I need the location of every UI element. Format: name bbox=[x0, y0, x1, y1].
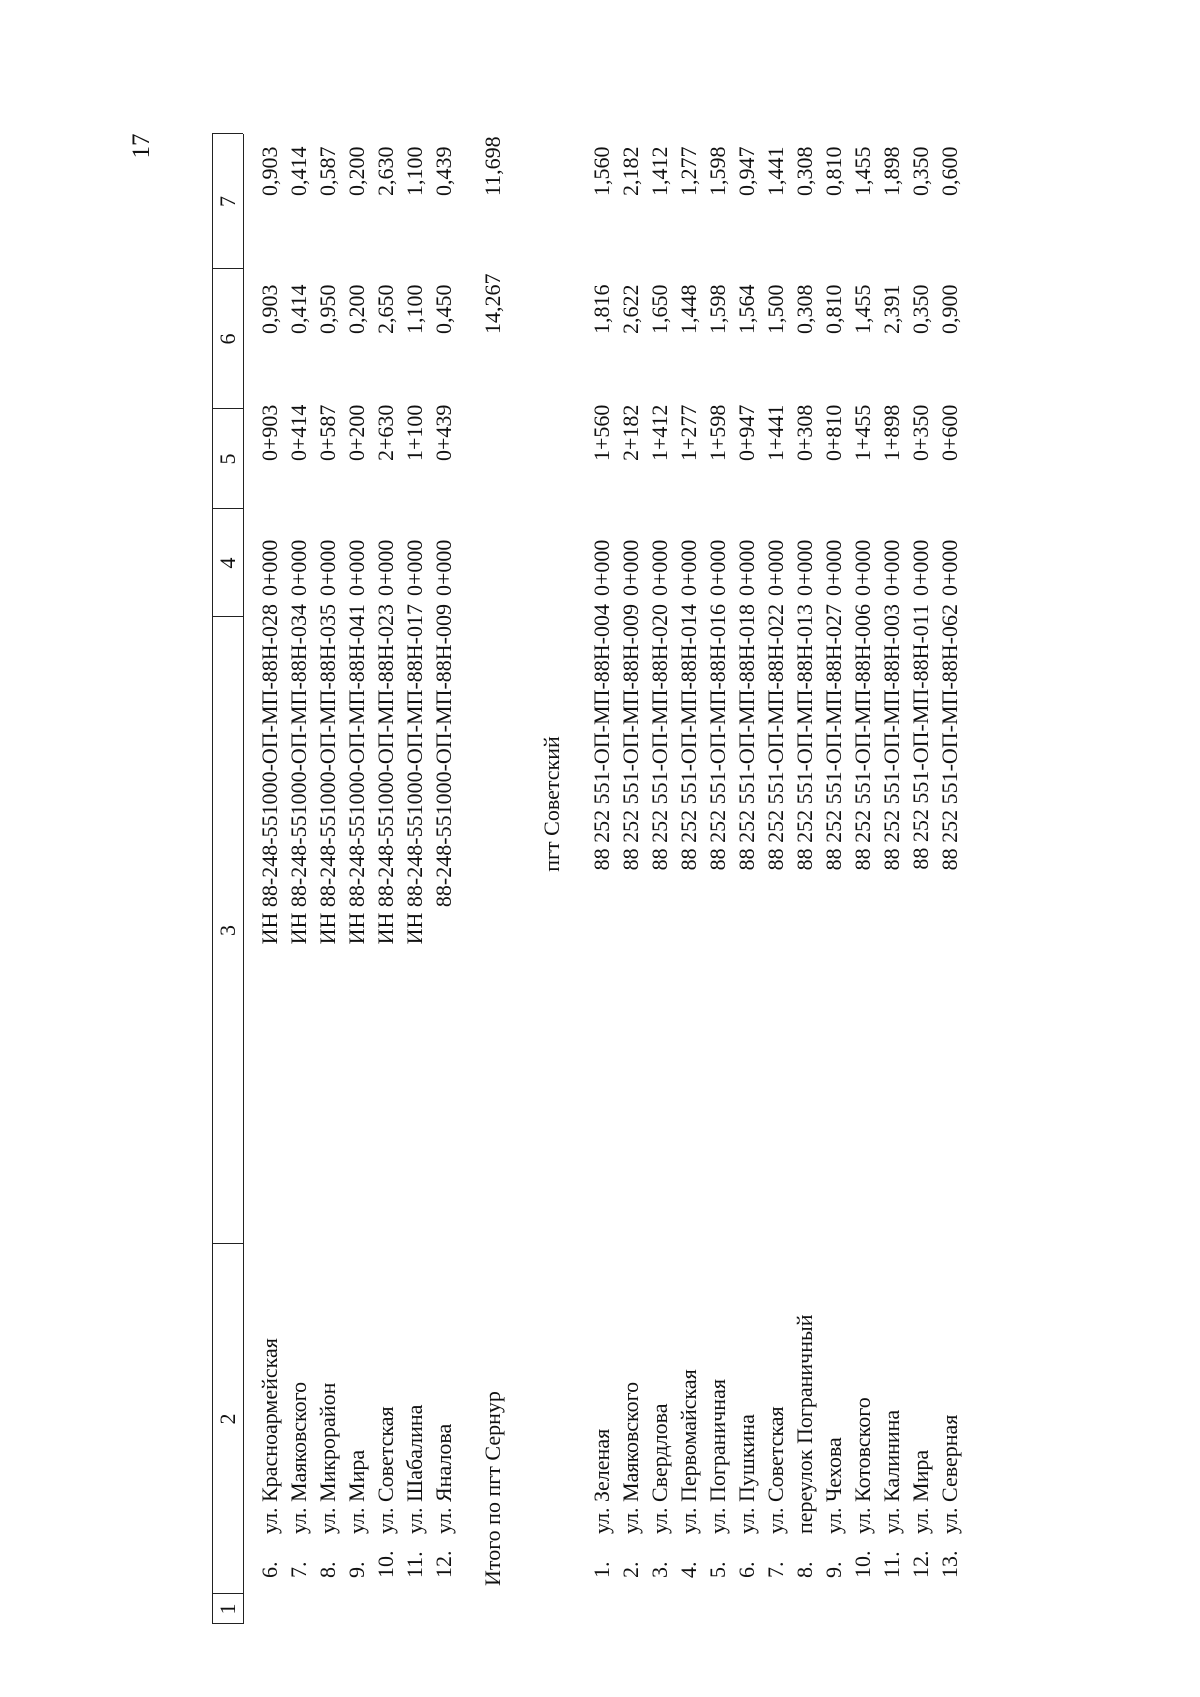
road-name: ул. Маяковского bbox=[618, 1381, 643, 1534]
road-name: ул. Котовского bbox=[850, 1397, 875, 1534]
row-number: 9. bbox=[344, 1561, 369, 1578]
end-km: 1+598 bbox=[705, 404, 730, 461]
start-km: 0+000 bbox=[937, 539, 962, 596]
end-km: 1+560 bbox=[589, 404, 614, 461]
road-id: ИН 88-248-551000-ОП-МП-88Н-034 bbox=[286, 604, 311, 945]
start-km: 0+000 bbox=[763, 539, 788, 596]
length-surface: 1,560 bbox=[589, 146, 614, 196]
end-km: 0+903 bbox=[257, 404, 282, 461]
row-number: 12. bbox=[908, 1550, 933, 1578]
end-km: 1+898 bbox=[879, 404, 904, 461]
length-total: 1,500 bbox=[763, 284, 788, 334]
roads-table bbox=[212, 134, 1112, 1624]
start-km: 0+000 bbox=[344, 539, 369, 596]
row-number: 11. bbox=[402, 1551, 427, 1578]
end-km: 0+200 bbox=[344, 404, 369, 461]
road-id: ИН 88-248-551000-ОП-МП-88Н-035 bbox=[315, 604, 340, 945]
row-number: 10. bbox=[850, 1550, 875, 1578]
length-surface: 2,630 bbox=[373, 146, 398, 196]
row-number: 4. bbox=[676, 1561, 701, 1578]
table-row bbox=[284, 134, 313, 1624]
length-surface: 0,587 bbox=[315, 146, 340, 196]
row-number: 10. bbox=[373, 1550, 398, 1578]
length-surface: 1,455 bbox=[850, 146, 875, 196]
end-km: 1+277 bbox=[676, 404, 701, 461]
row-number: 6. bbox=[734, 1561, 759, 1578]
end-km: 0+587 bbox=[315, 404, 340, 461]
length-total: 0,308 bbox=[792, 284, 817, 334]
total-length-surface: 11,698 bbox=[480, 136, 505, 196]
road-name: ул. Зеленая bbox=[589, 1428, 614, 1534]
length-total: 1,564 bbox=[734, 284, 759, 334]
length-surface: 0,308 bbox=[792, 146, 817, 196]
start-km: 0+000 bbox=[792, 539, 817, 596]
length-surface: 0,414 bbox=[286, 146, 311, 196]
length-surface: 0,200 bbox=[344, 146, 369, 196]
road-name: ул. Мира bbox=[908, 1449, 933, 1534]
header-col-2: 2 bbox=[215, 1413, 240, 1425]
start-km: 0+000 bbox=[618, 539, 643, 596]
start-km: 0+000 bbox=[879, 539, 904, 596]
table-row bbox=[429, 134, 458, 1624]
row-number: 2. bbox=[618, 1561, 643, 1578]
row-number: 12. bbox=[431, 1550, 456, 1578]
road-name: ул. Советская bbox=[373, 1406, 398, 1534]
table-row bbox=[906, 134, 935, 1624]
length-surface: 1,100 bbox=[402, 146, 427, 196]
road-name: ул. Пушкина bbox=[734, 1414, 759, 1534]
road-id: 88 252 551-ОП-МП-88Н-022 bbox=[763, 604, 788, 871]
header-col-4: 4 bbox=[215, 557, 240, 569]
row-number: 11. bbox=[879, 1551, 904, 1578]
start-km: 0+000 bbox=[821, 539, 846, 596]
table-row bbox=[848, 134, 877, 1624]
road-id: 88 252 551-ОП-МП-88Н-004 bbox=[589, 604, 614, 871]
start-km: 0+000 bbox=[373, 539, 398, 596]
header-col-3: 3 bbox=[215, 925, 240, 936]
length-total: 0,810 bbox=[821, 284, 846, 334]
length-surface: 1,598 bbox=[705, 146, 730, 196]
row-number: 8. bbox=[792, 1561, 817, 1578]
start-km: 0+000 bbox=[647, 539, 672, 596]
length-total: 2,391 bbox=[879, 284, 904, 334]
end-km: 2+182 bbox=[618, 404, 643, 461]
road-name: ул. Северная bbox=[937, 1414, 962, 1534]
start-km: 0+000 bbox=[850, 539, 875, 596]
road-id: 88 252 551-ОП-МП-88Н-016 bbox=[705, 604, 730, 871]
road-id: 88 252 551-ОП-МП-88Н-009 bbox=[618, 604, 643, 871]
table-row bbox=[935, 134, 964, 1624]
length-surface: 0,947 bbox=[734, 146, 759, 196]
end-km: 0+600 bbox=[937, 404, 962, 461]
end-km: 1+441 bbox=[763, 404, 788, 461]
table-row bbox=[790, 134, 819, 1624]
length-total: 0,414 bbox=[286, 284, 311, 334]
table-row bbox=[819, 134, 848, 1624]
row-number: 7. bbox=[286, 1561, 311, 1578]
length-total: 1,650 bbox=[647, 284, 672, 334]
road-id: 88 252 551-ОП-МП-88Н-003 bbox=[879, 604, 904, 871]
start-km: 0+000 bbox=[431, 539, 456, 596]
end-km: 1+455 bbox=[850, 404, 875, 461]
row-number: 9. bbox=[821, 1561, 846, 1578]
road-id: 88 252 551-ОП-МП-88Н-027 bbox=[821, 604, 846, 871]
end-km: 0+308 bbox=[792, 404, 817, 461]
row-number: 7. bbox=[763, 1561, 788, 1578]
length-total: 0,200 bbox=[344, 284, 369, 334]
total-label: Итого по пгт Сернур bbox=[480, 1391, 505, 1586]
table-row bbox=[761, 134, 790, 1624]
table-row bbox=[877, 134, 906, 1624]
road-name: ул. Яналова bbox=[431, 1423, 456, 1534]
start-km: 0+000 bbox=[257, 539, 282, 596]
road-name: ул. Свердлова bbox=[647, 1403, 672, 1534]
length-surface: 1,412 bbox=[647, 146, 672, 196]
end-km: 0+414 bbox=[286, 404, 311, 461]
end-km: 1+100 bbox=[402, 404, 427, 461]
start-km: 0+000 bbox=[589, 539, 614, 596]
start-km: 0+000 bbox=[734, 539, 759, 596]
road-id: 88 252 551-ОП-МП-88Н-014 bbox=[676, 604, 701, 871]
header-col-6: 6 bbox=[215, 333, 240, 345]
length-surface: 0,350 bbox=[908, 146, 933, 196]
road-id: ИН 88-248-551000-ОП-МП-88Н-017 bbox=[402, 604, 427, 945]
road-name: ул. Микрорайон bbox=[315, 1382, 340, 1534]
start-km: 0+000 bbox=[676, 539, 701, 596]
end-km: 0+810 bbox=[821, 404, 846, 461]
end-km: 1+412 bbox=[647, 404, 672, 461]
start-km: 0+000 bbox=[705, 539, 730, 596]
start-km: 0+000 bbox=[908, 539, 933, 596]
row-number: 1. bbox=[589, 1561, 614, 1578]
length-total: 1,816 bbox=[589, 284, 614, 334]
road-id: 88-248-551000-ОП-МП-88Н-009 bbox=[431, 604, 456, 908]
table-row bbox=[703, 134, 732, 1624]
road-name: ул. Шабалина bbox=[402, 1404, 427, 1534]
section-title: пгт Советский bbox=[539, 736, 564, 872]
row-number: 13. bbox=[937, 1550, 962, 1578]
start-km: 0+000 bbox=[286, 539, 311, 596]
road-name: ул. Красноармейская bbox=[257, 1338, 282, 1534]
table-row bbox=[400, 134, 429, 1624]
row-number: 6. bbox=[257, 1561, 282, 1578]
header-col-5: 5 bbox=[215, 453, 240, 465]
length-total: 0,350 bbox=[908, 284, 933, 334]
length-total: 0,450 bbox=[431, 284, 456, 334]
table-row bbox=[255, 134, 284, 1624]
road-id: 88 252 551-ОП-МП-88Н-013 bbox=[792, 604, 817, 871]
row-number: 8. bbox=[315, 1561, 340, 1578]
length-total: 0,903 bbox=[257, 284, 282, 334]
road-id: ИН 88-248-551000-ОП-МП-88Н-028 bbox=[257, 604, 282, 945]
road-id: 88 252 551-ОП-МП-88Н-011 bbox=[908, 604, 933, 870]
page-number: 17 bbox=[128, 133, 155, 159]
table-row bbox=[587, 134, 616, 1624]
road-name: ул. Чехова bbox=[821, 1437, 846, 1534]
total-length: 14,267 bbox=[480, 273, 505, 334]
end-km: 0+947 bbox=[734, 404, 759, 461]
start-km: 0+000 bbox=[315, 539, 340, 596]
road-name: ул. Маяковского bbox=[286, 1381, 311, 1534]
length-total: 1,598 bbox=[705, 284, 730, 334]
length-surface: 2,182 bbox=[618, 146, 643, 196]
road-name: ул. Мира bbox=[344, 1449, 369, 1534]
header-bottom-border bbox=[243, 134, 244, 1624]
length-total: 1,448 bbox=[676, 284, 701, 334]
end-km: 0+350 bbox=[908, 404, 933, 461]
length-total: 0,900 bbox=[937, 284, 962, 334]
header-col-1: 1 bbox=[215, 1603, 240, 1615]
road-id: ИН 88-248-551000-ОП-МП-88Н-041 bbox=[344, 604, 369, 945]
road-id: 88 252 551-ОП-МП-88Н-020 bbox=[647, 604, 672, 871]
table-row bbox=[342, 134, 371, 1624]
table-row bbox=[313, 134, 342, 1624]
road-id: ИН 88-248-551000-ОП-МП-88Н-023 bbox=[373, 604, 398, 945]
length-total: 1,100 bbox=[402, 284, 427, 334]
road-id: 88 252 551-ОП-МП-88Н-062 bbox=[937, 604, 962, 871]
end-km: 0+439 bbox=[431, 404, 456, 461]
road-name: переулок Пограничный bbox=[792, 1314, 817, 1534]
length-surface: 0,903 bbox=[257, 146, 282, 196]
length-surface: 0,600 bbox=[937, 146, 962, 196]
total-row bbox=[478, 134, 507, 1624]
table-row bbox=[732, 134, 761, 1624]
road-id: 88 252 551-ОП-МП-88Н-006 bbox=[850, 604, 875, 871]
table-row bbox=[371, 134, 400, 1624]
header-col-7: 7 bbox=[215, 196, 240, 207]
length-total: 2,622 bbox=[618, 284, 643, 334]
road-name: ул. Советская bbox=[763, 1406, 788, 1534]
length-surface: 1,441 bbox=[763, 146, 788, 196]
row-number: 5. bbox=[705, 1561, 730, 1578]
length-total: 1,455 bbox=[850, 284, 875, 334]
length-total: 2,650 bbox=[373, 284, 398, 334]
table-row bbox=[645, 134, 674, 1624]
length-surface: 0,439 bbox=[431, 146, 456, 196]
start-km: 0+000 bbox=[402, 539, 427, 596]
table-row bbox=[674, 134, 703, 1624]
end-km: 2+630 bbox=[373, 404, 398, 461]
length-surface: 0,810 bbox=[821, 146, 846, 196]
table-row bbox=[616, 134, 645, 1624]
road-id: 88 252 551-ОП-МП-88Н-018 bbox=[734, 604, 759, 871]
road-name: ул. Первомайская bbox=[676, 1369, 701, 1534]
length-surface: 1,898 bbox=[879, 146, 904, 196]
road-name: ул. Калинина bbox=[879, 1409, 904, 1534]
row-number: 3. bbox=[647, 1561, 672, 1578]
length-total: 0,950 bbox=[315, 284, 340, 334]
road-name: ул. Пограничная bbox=[705, 1379, 730, 1534]
length-surface: 1,277 bbox=[676, 146, 701, 196]
